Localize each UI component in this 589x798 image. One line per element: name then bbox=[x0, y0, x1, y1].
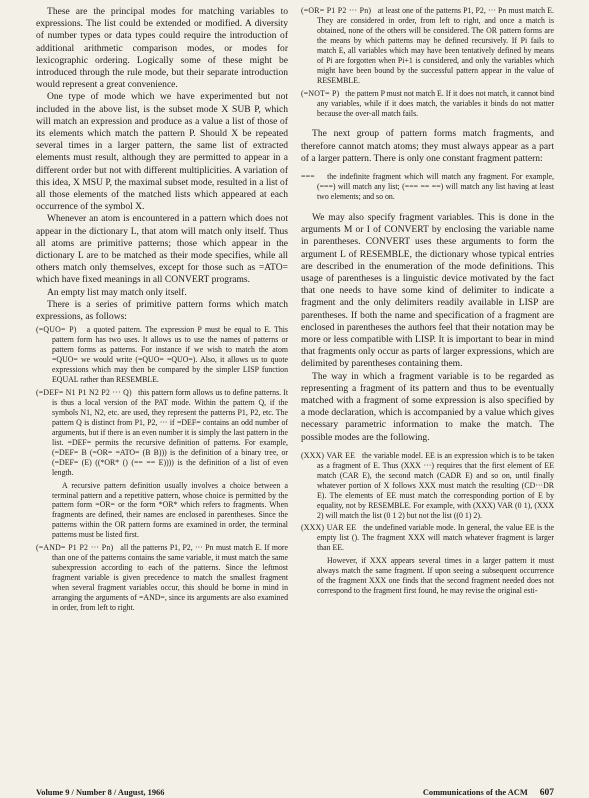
paragraph: The way in which a fragment variable is to be regarded as representing a fragment of its pattern and thus to be eventually matched with a fragment of some expression is also specified by a mode declaration, which is accompanied by a value which gives necessary parametric information to make the match. The possible modes are the following. bbox=[301, 370, 554, 443]
definition-and bbox=[36, 543, 288, 613]
paragraph: One type of mode which we have experimented but not included in the above list, is the subset mode X SUB P, which will match an expression and produce as a value a list of those of its elements which match the pattern P. Should X be repeated several times in a larger pattern, the same list of extracted elements must result, although they are permitted to appear in a different order but not with different multiplicities. A variation of this idea, X MSU P, the maximal subset mode, resulted in a list of all those elements of the matched lists which appeared at each occurrence of the symbol X. bbox=[36, 91, 288, 213]
journal-title: Communications of the ACM bbox=[422, 788, 528, 797]
definition-uar bbox=[301, 523, 554, 553]
definition-text: a quoted pattern. The expression P must be equal to E. This pattern form has two uses. It allows us to use the names of patterns or pattern forms as patterns. For instance if we wish to match the atom =QUO= we would write (=QUO= =QUO=). Also, it allows us to quote expressions which may then be compared by the simpler LISP function EQUAL rather than RESEMBLE. bbox=[52, 325, 288, 385]
definition-var bbox=[301, 451, 554, 521]
definition-text: the indefinite fragment which will match any fragment. For example, (===) will match any list; (=== == ==) will match any list having at least two elements; and so on. bbox=[317, 172, 554, 201]
definition-term: (=AND= P1 P2 ··· Pn) bbox=[36, 543, 114, 553]
definition-term: (=NOT= P) bbox=[301, 88, 340, 98]
definition-or bbox=[301, 6, 554, 86]
paragraph: There is a series of primitive pattern forms which match expressions, as follows: bbox=[36, 298, 288, 323]
right-column bbox=[301, 6, 554, 599]
definition-not bbox=[301, 89, 554, 119]
definition-continuation: A recursive pattern definition usually involves a choice between a terminal pattern and a repetitive pattern, whose choice is permitted by the pattern form =OR= or the form *OR* which refers to fragments. When fragments are defined, their names are enclosed in parentheses. Since the patterns within the OR pattern forms are examined in order, the terminal patterns must be listed first. bbox=[52, 480, 288, 540]
journal-issue: Volume 9 / Number 8 / August, 1966 bbox=[36, 788, 165, 797]
paragraph: The next group of pattern forms match fragments, and therefore cannot match atoms; they must always appear as a part of a larger pattern. There is only one constant fragment pattern: bbox=[301, 128, 554, 164]
paragraph: An empty list may match only itself. bbox=[47, 286, 187, 298]
definition-text: at least one of the patterns P1, P2, ··· Pn must match E. They are considered in order, from left to right, and once a match is obtained, none of the others will be considered. The OR pattern forms are the means by which patterns may be defined recursively. If Pi fails to match E, all variables which may have been tentatively defined by means of Pi are forgotten when Pi+1 is considered, and only the variables which might have been bound by the successful pattern appear in the value of RESEMBLE. bbox=[317, 6, 554, 85]
paragraph: These are the principal modes for matching variables to expressions. The list could be extended or modified. A diversity of number types or data types could require the introduction of additional arithmetic comparison modes, or modes for lexicographic ordering. Logically some of these might be introduced through the rule mode, but their separate introduction would represent a great convenience. bbox=[36, 6, 288, 91]
definition-text: the undefined variable mode. In general, the value EE is the empty list (). The fragment XXX will match whatever fragment is larger than EE. bbox=[317, 523, 554, 553]
definition-text: the pattern P must not match E. If it does not match, it cannot bind any variables, while if it does match, the variables it binds do not matter because the over-all match fails. bbox=[317, 88, 554, 118]
paragraph: We may also specify fragment variables. This is done in the arguments M or I of CONVERT by enclosing the variable name in parentheses. CONVERT uses these arguments to form the argument L of RESEMBLE, the dictionary whose typical entries are described in the enumeration of the mode definitions. This usage of parentheses is a linguistic device motivated by the fact that one needs to have some kind of delimiter to indicate a fragment and the only delimiters readily available in LISP are parentheses. If both the name and specification of a fragment are enclosed in parentheses the authors feel that their notation may be more or less compatible with LISP. It is important to bear in mind that fragments only occur as parts of larger expressions, which are delimited by parentheses containing them. bbox=[301, 211, 554, 370]
paragraph: Whenever an atom is encountered in a pattern which does not appear in the dictionary L, that atom will match only itself. Thus all atoms are primitive patterns; those which appear in the dictionary L are to be matched as their mode specifies, while all others match only themselves, except for those such as =ATO= which have fixed meanings in all CONVERT programs. bbox=[36, 213, 288, 286]
definition-term: (=OR= P1 P2 ··· Pn) bbox=[301, 6, 372, 15]
definition-term: (=DEF= N1 P1 N2 P2 ··· Q) bbox=[36, 388, 132, 397]
definition-indefinite-fragment bbox=[301, 172, 554, 202]
definition-term: (XXX) VAR EE bbox=[301, 450, 356, 460]
definition-text: all the patterns P1, P2, ··· Pn must match E. If more than one of the patterns contains the same variable, it must match the same subexpression according to each of the patterns. Since the leftmost fragment variable is given precedence to match the smallest fragment when several fragment variables occur, this should be borne in mind in arranging the arguments of =AND=, since its arguments are also examined in order, from left to right. bbox=[52, 543, 288, 613]
page-number: 607 bbox=[539, 788, 554, 798]
definition-term: === bbox=[301, 172, 315, 182]
definition-text: the variable model. EE is an expression which is to be taken as a fragment of E. Thus (XXX ···) requires that the first element of EE match (CAR E), the second match (CADR E) and so on, until finally whatever portion of X follows XXX must match the resulting (CD···DR E). The elements of EE must match the corresponding portion of E by equality, not by RESEMBLE. For example, with (XXX) VAR (0 1), (XXX 2) will match the list (0 1 2) but not the list ((0 1) 2). bbox=[317, 450, 554, 520]
definition-quo bbox=[36, 325, 288, 385]
definition-term: (XXX) UAR EE bbox=[301, 523, 357, 533]
definition-continuation: However, if XXX appears several times in a larger pattern it must always match the same fragment. If upon seeing a subsequent occurrence of the fragment XXX one finds that the second fragment needed does not correspond to the fragment first found, he may revise the original esti- bbox=[317, 556, 554, 596]
definition-def bbox=[36, 388, 288, 478]
definition-term: (=QUO= P) bbox=[36, 325, 77, 335]
left-column bbox=[36, 6, 288, 616]
definition-text: this pattern form allows us to define patterns. It is thus a local version of the PAT mode. Within the pattern Q, if the symbols N1, N2, etc. are used, they represent the patterns P1, P2, etc. The pattern Q is distinct from P1, P2, ··· if =DEF= contains an odd number of arguments, but if there is an even number it is simply the last pattern in the list. =DEF= permits the recursive definition of patterns. For example, (=DEF= B (=OR= =ATO= (B B))) is the definition of a binary tree, or (=DEF= (E) ((*OR* () (== == E)))) is the definition of a list of even length. bbox=[52, 388, 288, 477]
journal-title-and-page bbox=[423, 788, 554, 798]
